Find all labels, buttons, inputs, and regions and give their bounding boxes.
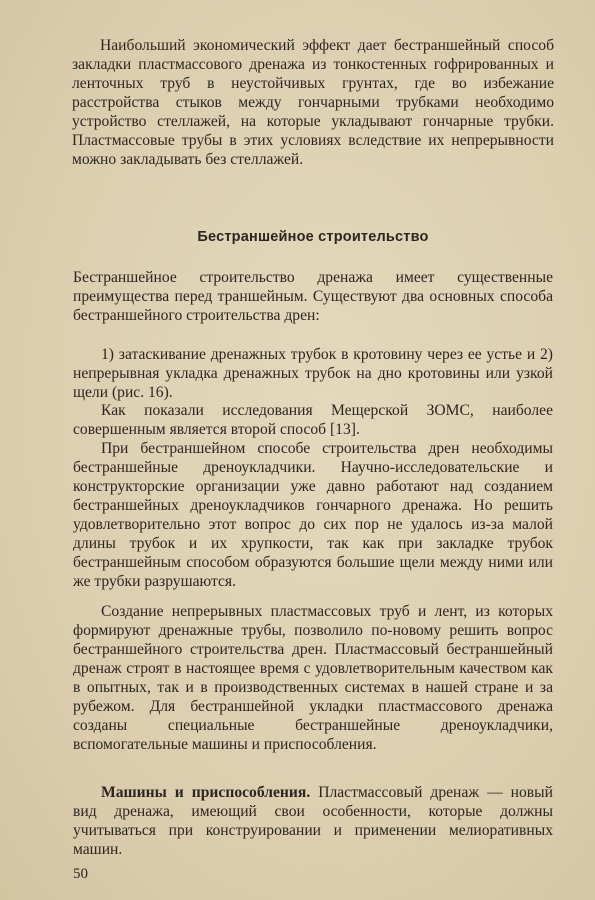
paragraph-plastic-pipes: Создание непрерывных пластмассовых труб и лент, из которых формируют дренажные трубы, позволило по-новому решить вопрос бестраншейного строительства дрен. Пластмассовый бестраншейный дренаж строят в настоящее время с удовлетворительным качеством как в опытных, так и в производственных системах в нашей стране и за рубежом. Для бестраншейной укладки пластмассового дренажа созданы специальные бестраншейные дреноукладчики, вспомогательные машины и приспособления. <box>73 603 553 753</box>
page-number: 50 <box>73 866 88 882</box>
paragraph-machines <box>73 783 553 859</box>
paragraph-machines-lead: Машины и приспособления. <box>101 784 311 801</box>
paragraph-economic-effect: Наибольший экономический эффект дает бестраншейный способ закладки пластмассового дренажа из тонкостенных гофрированных и ленточных труб в неустойчивых грунтах, где во избежание расстройства стыков между гончарными трубками необходимо устройство стеллажей, на которые укладывают гончарные трубки. Пластмассовые трубы в этих условиях вследствие их непрерывности можно закладывать без стеллажей. <box>72 37 554 168</box>
paragraph-drainage-layers: При бестраншейном способе строительства дрен необходимы бестраншейные дреноукладчики. Научно-исследовательские и конструкторские организации уже давно работают над созданием бестраншейных дреноукладчиков гончарного дренажа. Но решить удовлетворительно этот вопрос до сих пор не удалось из-за малой длины трубок и их хрупкости, так как при закладке трубок бестраншейным способом образуются большие щели между ними или же трубки разрушаются. <box>73 440 553 590</box>
section-heading: Бестраншейное строительство <box>197 229 429 245</box>
paragraph-trenchless-advantages: Бестраншейное строительство дренажа имеет существенные преимущества перед траншейным. Существуют два основных способа бестраншейного строительства дрен: <box>73 269 553 324</box>
paragraph-research-result: Как показали исследования Мещерской ЗОМС, наиболее совершенным является второй способ [13]. <box>73 402 553 438</box>
paragraph-machines-text: Пластмассовый дренаж — новый вид дренажа, имеющий свои особенности, которые должны учитываться при конструировании и применении мелиоративных машин. <box>73 784 553 858</box>
paragraph-two-methods: 1) затаскивание дренажных трубок в кротовину через ее устье и 2) непрерывная укладка дренажных трубок на дно кротовины или узкой щели (рис. 16). <box>73 346 553 401</box>
